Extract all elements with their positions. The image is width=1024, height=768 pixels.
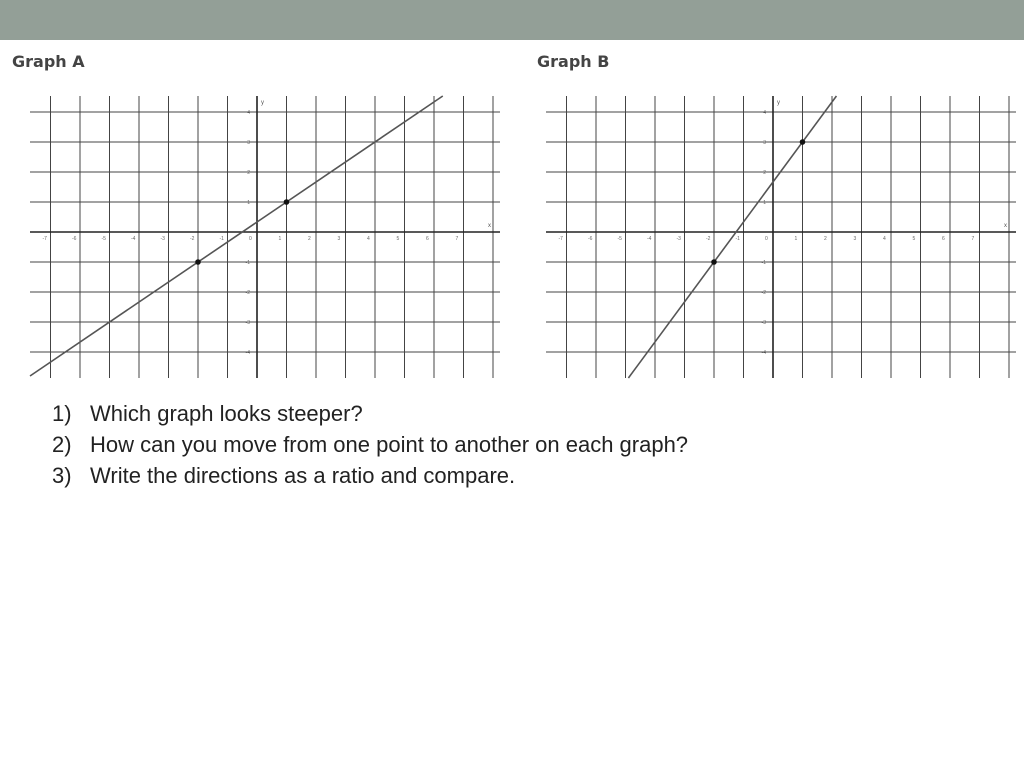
data-point [711, 259, 717, 265]
y-tick-label: 1 [763, 200, 766, 206]
x-tick-label: 0 [765, 236, 768, 242]
x-tick-label: 0 [249, 236, 252, 242]
x-tick-label: -2 [706, 236, 711, 242]
question-text: Write the directions as a ratio and compare. [90, 463, 516, 488]
x-tick-label: -5 [617, 236, 622, 242]
question-item [52, 398, 688, 429]
x-tick-label: 7 [455, 236, 459, 242]
x-axis-label: x [1004, 223, 1007, 229]
data-point [284, 199, 290, 205]
question-text: Which graph looks steeper? [90, 401, 363, 426]
x-tick-label: 1 [278, 236, 282, 242]
y-tick-label: 3 [763, 140, 766, 146]
x-tick-label: 2 [824, 236, 827, 242]
y-tick-label: -3 [245, 320, 250, 326]
x-tick-label: -6 [588, 236, 593, 242]
question-list [52, 398, 688, 491]
x-axis-label: x [488, 223, 491, 229]
y-axis-label: y [261, 100, 264, 106]
graph-b-title: Graph B [537, 52, 610, 71]
x-tick-label: 6 [942, 236, 945, 242]
question-text: How can you move from one point to another on each graph? [90, 432, 689, 457]
question-number: 3) [52, 463, 72, 488]
graph-a-chart [30, 96, 500, 378]
question-item [52, 429, 688, 460]
x-tick-label: -4 [131, 236, 136, 242]
x-tick-label: 2 [308, 236, 311, 242]
series-line [30, 96, 443, 376]
x-tick-label: 4 [367, 236, 370, 242]
y-tick-label: 1 [247, 200, 250, 206]
data-point [800, 139, 806, 145]
question-number: 2) [52, 432, 72, 457]
y-tick-label: 4 [763, 110, 766, 116]
y-tick-label: -2 [761, 290, 766, 296]
series-line [628, 96, 836, 378]
data-point [195, 259, 201, 265]
x-tick-label: 3 [853, 236, 857, 242]
x-tick-label: 3 [337, 236, 341, 242]
header-bar [0, 0, 1024, 40]
x-tick-label: 7 [971, 236, 975, 242]
question-item [52, 460, 688, 491]
x-tick-label: -3 [676, 236, 681, 242]
y-tick-label: 3 [247, 140, 250, 146]
x-tick-label: -3 [160, 236, 165, 242]
question-number: 1) [52, 401, 72, 426]
y-tick-label: 4 [247, 110, 250, 116]
y-axis-label: y [777, 100, 780, 106]
x-tick-label: -4 [647, 236, 652, 242]
y-tick-label: -2 [245, 290, 250, 296]
y-tick-label: -4 [761, 350, 766, 356]
x-tick-label: 4 [883, 236, 886, 242]
y-tick-label: 2 [763, 170, 766, 176]
x-tick-label: -7 [558, 236, 563, 242]
x-tick-label: 6 [426, 236, 429, 242]
x-tick-label: 5 [912, 236, 916, 242]
x-tick-label: -2 [190, 236, 195, 242]
y-tick-label: 2 [247, 170, 250, 176]
x-tick-label: 5 [396, 236, 400, 242]
x-tick-label: -7 [42, 236, 47, 242]
x-tick-label: 1 [794, 236, 798, 242]
graph-a-title: Graph A [12, 52, 85, 71]
y-tick-label: -4 [245, 350, 250, 356]
graph-b-chart [546, 96, 1016, 378]
x-tick-label: -6 [72, 236, 77, 242]
y-tick-label: -1 [245, 260, 250, 266]
x-tick-label: -1 [735, 236, 740, 242]
y-tick-label: -1 [761, 260, 766, 266]
y-tick-label: -3 [761, 320, 766, 326]
x-tick-label: -1 [219, 236, 224, 242]
x-tick-label: -5 [101, 236, 106, 242]
